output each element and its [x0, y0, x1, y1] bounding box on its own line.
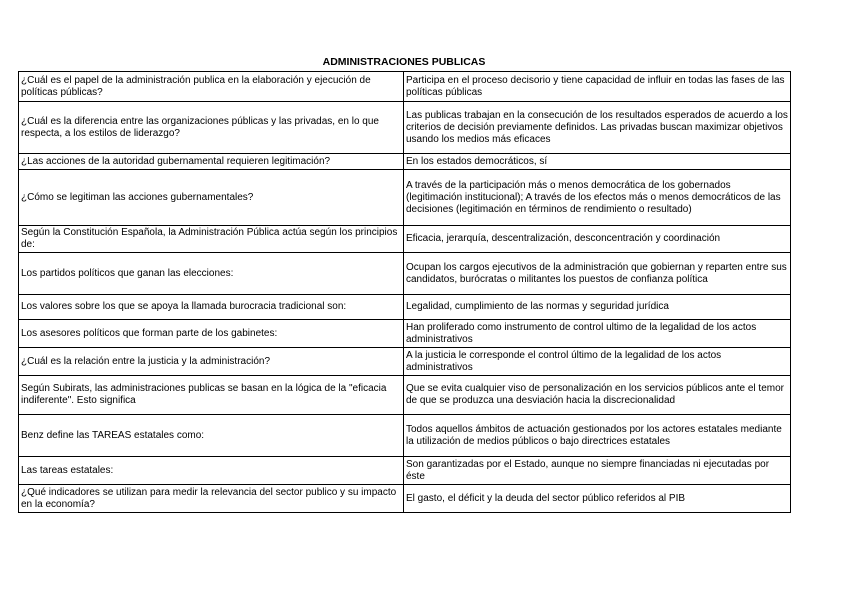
answer-cell: Eficacia, jerarquía, descentralización, desconcentración y coordinación	[404, 226, 791, 253]
answer-cell: Las publicas trabajan en la consecución de los resultados esperados de acuerdo a los criterios de decisión previamente definidos. Las privadas buscan maximizar objetivos usando los medios más eficaces	[404, 102, 791, 154]
table-row	[19, 415, 791, 457]
answer-cell: Han proliferado como instrumento de control ultimo de la legalidad de los actos administrativos	[404, 320, 791, 348]
qa-table	[18, 71, 791, 513]
table-row	[19, 457, 791, 485]
question-cell: ¿Cuál es el papel de la administración publica en la elaboración y ejecución de políticas públicas?	[19, 72, 404, 102]
answer-cell: Todos aquellos ámbitos de actuación gestionados por los actores estatales mediante la utilización de medios públicos o bajo directrices estatales	[404, 415, 791, 457]
question-cell: Según Subirats, las administraciones publicas se basan en la lógica de la "eficacia indiferente". Esto significa	[19, 376, 404, 415]
table-row	[19, 320, 791, 348]
question-cell: Los partidos políticos que ganan las elecciones:	[19, 253, 404, 295]
answer-cell: Legalidad, cumplimiento de las normas y seguridad jurídica	[404, 295, 791, 320]
answer-cell: Son garantizadas por el Estado, aunque no siempre financiadas ni ejecutadas por éste	[404, 457, 791, 485]
answer-cell: Que se evita cualquier viso de personalización en los servicios públicos ante el temor de que se produzca una desviación hacia la discrecionalidad	[404, 376, 791, 415]
question-cell: ¿Las acciones de la autoridad gubernamental requieren legitimación?	[19, 154, 404, 170]
table-row	[19, 102, 791, 154]
document-title: ADMINISTRACIONES PUBLICAS	[322, 56, 486, 68]
table-row	[19, 170, 791, 226]
question-cell: Benz define las TAREAS estatales como:	[19, 415, 404, 457]
answer-cell: En los estados democráticos, sí	[404, 154, 791, 170]
question-cell: Los asesores políticos que forman parte de los gabinetes:	[19, 320, 404, 348]
table-row	[19, 376, 791, 415]
table-row	[19, 154, 791, 170]
question-cell: Los valores sobre los que se apoya la llamada burocracia tradicional son:	[19, 295, 404, 320]
table-row	[19, 72, 791, 102]
answer-cell: A través de la participación más o menos democrática de los gobernados (legitimación institucional); A través de los efectos más o menos democráticos de las decisiones (legitimación en términos de rendimiento o resultado)	[404, 170, 791, 226]
answer-cell: A la justicia le corresponde el control último de la legalidad de los actos administrativos	[404, 348, 791, 376]
table-row	[19, 485, 791, 513]
question-cell: ¿Cómo se legitiman las acciones gubernamentales?	[19, 170, 404, 226]
table-row	[19, 295, 791, 320]
question-cell: ¿Cuál es la relación entre la justicia y la administración?	[19, 348, 404, 376]
table-row	[19, 226, 791, 253]
answer-cell: El gasto, el déficit y la deuda del sector público referidos al PIB	[404, 485, 791, 513]
question-cell: Según la Constitución Española, la Administración Pública actúa según los principios de:	[19, 226, 404, 253]
table-row	[19, 253, 791, 295]
answer-cell: Participa en el proceso decisorio y tiene capacidad de influir en todas las fases de las políticas públicas	[404, 72, 791, 102]
question-cell: ¿Cuál es la diferencia entre las organizaciones públicas y las privadas, en lo que respecta, a los estilos de liderazgo?	[19, 102, 404, 154]
answer-cell: Ocupan los cargos ejecutivos de la administración que gobiernan y reparten entre sus candidatos, burócratas o militantes los puestos de confianza política	[404, 253, 791, 295]
question-cell: ¿Qué indicadores se utilizan para medir la relevancia del sector publico y su impacto en la economía?	[19, 485, 404, 513]
table-row	[19, 348, 791, 376]
question-cell: Las tareas estatales:	[19, 457, 404, 485]
